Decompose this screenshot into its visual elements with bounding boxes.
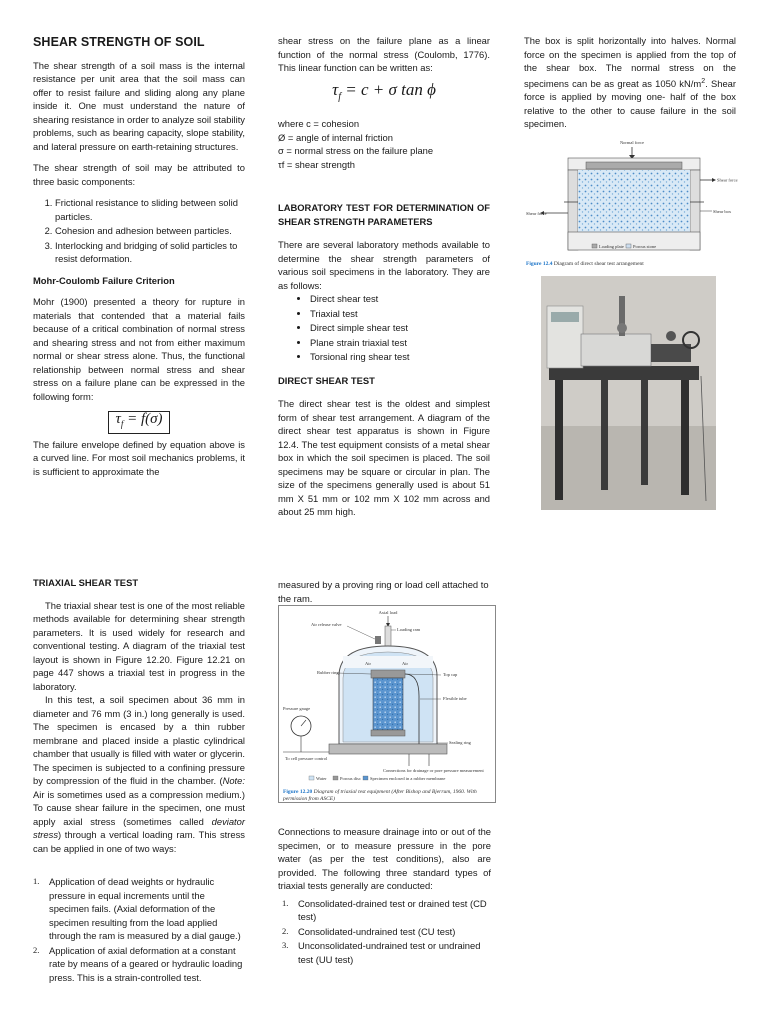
list-item: Consolidated-undrained test (CU test) (298, 925, 456, 937)
definition-line: σ = normal stress on the failure plane (278, 145, 434, 157)
column-2 (278, 34, 490, 527)
definitions (278, 117, 490, 171)
lab-test-paragraph: There are several laboratory methods available to determine the shear strength parameters of various soil specimens in the laboratory. They are as follows: (278, 239, 490, 291)
triaxial-column-3 (278, 825, 491, 974)
figure-12-4-caption: Figure 12.4 Diagram of direct shear test arrangement (526, 261, 644, 267)
svg-text:Specimen enclosed in a rubber: Specimen enclosed in a rubber membrane (370, 776, 446, 781)
list-item: • Direct shear test (310, 292, 490, 306)
svg-text:Porous disc: Porous disc (340, 776, 361, 781)
proving-ring-paragraph: measured by a proving ring or load cell attached to the ram. (278, 579, 489, 604)
triaxial-diagram (279, 606, 497, 786)
svg-text:Loading ram: Loading ram (397, 627, 421, 632)
mohr-paragraph: Mohr (1900) presented a theory for rupture in materials that contended that a material fails because of a critical combination of normal stress and shearing stress and not from either maximum normal or shear stress alone. Thus, the functional relationship between normal stress and shear stress on a failure plane can be expressed in the following form: (33, 296, 245, 402)
figure-direct-shear (524, 136, 738, 268)
methods-list (278, 292, 490, 364)
triaxial-procedure-paragraph: In this test, a soil specimen about 36 mm in diameter and 76 mm (3 in.) long generally is used. The specimen is encased by a thin rubber membrane and placed inside a plastic cylindrical chamber that usually is filled with water or glycerin. The specimen is subjected to a confining pressure by compression of the fluid in the chamber. (Note: Air is sometimes used as a compression medium.) To cause shear failure in the specimen, one must apply axial stress (sometimes called deviator stress) through a vertical loading ram. This stress can be applied in one of two ways: (33, 694, 245, 854)
connections-paragraph: Connections to measure drainage into or out of the specimen, or to measure pressure in the pore water (as per the test conditions), also are provided. The following three standard types of triaxial tests generally are conducted: (278, 826, 491, 891)
intro-paragraph: The shear strength of a soil mass is the internal resistance per unit area that the soil mass can offer to resist failure and sliding along any plane inside it. One must understand the nature of shearing resistance in order to analyze soil stability problems, such as bearing capacity, slope stability, and lateral pressure on earth-retaining structures. (33, 59, 245, 152)
figure-triaxial (278, 605, 496, 803)
page-title: SHEAR STRENGTH OF SOIL (33, 35, 205, 49)
list-item: Application of axial deformation at a constant rate by means of a geared or hydraulic loading press. This is a strain-controlled test. (49, 944, 243, 983)
normal-force-label: Normal force (619, 140, 645, 145)
svg-text:Pressure gauge: Pressure gauge (283, 706, 311, 711)
list-item: Application of dead weights or hydraulic pressure in equal increments until the specimen fails. (Axial deformation of the specimen resulting from the load applied through the ram is measured by a dial gauge.) (49, 876, 241, 941)
definition-line: where c = cohesion (278, 118, 360, 130)
svg-text:Sealing ring: Sealing ring (449, 740, 471, 745)
failure-envelope-paragraph: The failure envelope defined by equation above is a curved line. For most soil mechanics problems, it is sufficient to approximate the (33, 438, 245, 477)
direct-shear-apparatus-photo (541, 276, 716, 510)
svg-text:Air: Air (402, 661, 408, 666)
list-item: • Torsional ring shear test (310, 350, 490, 364)
list-item: Unconsolidated-undrained test or undrained test (UU test) (298, 940, 481, 965)
figure-12-20-caption: Figure 12.20 Diagram of triaxial test equipment (After Bishop and Bjerrum, 1960. With permission from ASCE) (283, 789, 477, 802)
svg-text:Top cap: Top cap (443, 672, 458, 677)
column-1 (33, 36, 245, 486)
svg-text:Air release valve: Air release valve (311, 622, 342, 627)
svg-text:Axial load: Axial load (378, 610, 398, 615)
svg-text:To cell pressure control: To cell pressure control (285, 756, 328, 761)
definition-line: τf = shear strength (278, 158, 355, 170)
definition-line: Ø = angle of internal friction (278, 131, 393, 143)
mohr-heading: Mohr-Coulomb Failure Criterion (33, 274, 175, 286)
column-3 (524, 34, 736, 139)
svg-text:Air: Air (365, 661, 371, 666)
direct-shear-heading: DIRECT SHEAR TEST (278, 374, 375, 386)
equation-mohr: $\tau_f = f(\sigma)$ (33, 411, 245, 434)
list-item: 3. Interlocking and bridging of solid particles to resist deformation. (55, 239, 245, 266)
svg-text:Rubber ring: Rubber ring (317, 670, 339, 675)
svg-text:Connections for drainage or po: Connections for drainage or pore pressure measurement (383, 768, 484, 773)
list-item: • Direct simple shear test (310, 321, 490, 335)
shear-force-right-label: Shear force (717, 177, 738, 183)
equation-coulomb: $\tau_f = c + \sigma$ tan ϕ (332, 79, 436, 102)
shear-box-label: Shear box (713, 209, 732, 214)
components-intro: The shear strength of soil may be attributed to three basic components: (33, 162, 245, 187)
legend-loading-plate: Loading plate (599, 244, 624, 249)
svg-text:Water: Water (316, 776, 327, 781)
direct-shear-paragraph: The direct shear test is the oldest and simplest form of shear test arrangement. A diagram of the direct shear test apparatus is shown in Figure 12.4. The test equipment consists of a metal shear box in which the soil specimen is placed. The soil specimens may be square or circular in plan. The size of the specimens generally used is about 51 mm X 51 mm or 102 mm X 102 mm across and about 25 mm high. (278, 398, 490, 518)
list-item: 1. Frictional resistance to sliding between solid particles. (55, 196, 245, 223)
triaxial-heading: TRIAXIAL SHEAR TEST (33, 577, 139, 588)
triaxial-intro-paragraph: The triaxial shear test is one of the most reliable methods available for determining shear strength parameters. It is used widely for research and conventional testing. A diagram of the triaxial test layout is shown in Figure 12.20. Figure 12.21 on page 447 shows a triaxial test in progress in the laboratory. (33, 599, 245, 692)
list-item: Consolidated-drained test or drained test (CD test) (298, 897, 487, 922)
components-list (33, 196, 245, 266)
test-types-list (278, 897, 491, 967)
svg-text:Flexible tube: Flexible tube (443, 696, 467, 701)
direct-shear-diagram (524, 136, 738, 268)
legend-porous-stone: Porous stone (633, 244, 657, 249)
list-item: • Triaxial test (310, 307, 490, 321)
list-item: 2. Cohesion and adhesion between particles. (55, 224, 245, 238)
list-item: • Plane strain triaxial test (310, 336, 490, 350)
lab-test-heading: LABORATORY TEST FOR DETERMINATION OF SHEAR STRENGTH PARAMETERS (278, 202, 490, 227)
shear-force-left-label: Shear force (526, 211, 547, 216)
linear-function-paragraph: shear stress on the failure plane as a linear function of the normal stress (Coulomb, 1776). This linear function can be written as: (278, 35, 490, 73)
loading-ways-list (33, 875, 245, 984)
triaxial-column (33, 576, 245, 992)
shear-box-paragraph: The box is split horizontally into halves. Normal force on the specimen is applied from the top of the shear box. The normal stress on the specimens can be as great as 1050 $kN/m^2$. Shear force is applied by moving one- half of the box relative to the other to cause failure in the soil specimen. (524, 35, 736, 130)
